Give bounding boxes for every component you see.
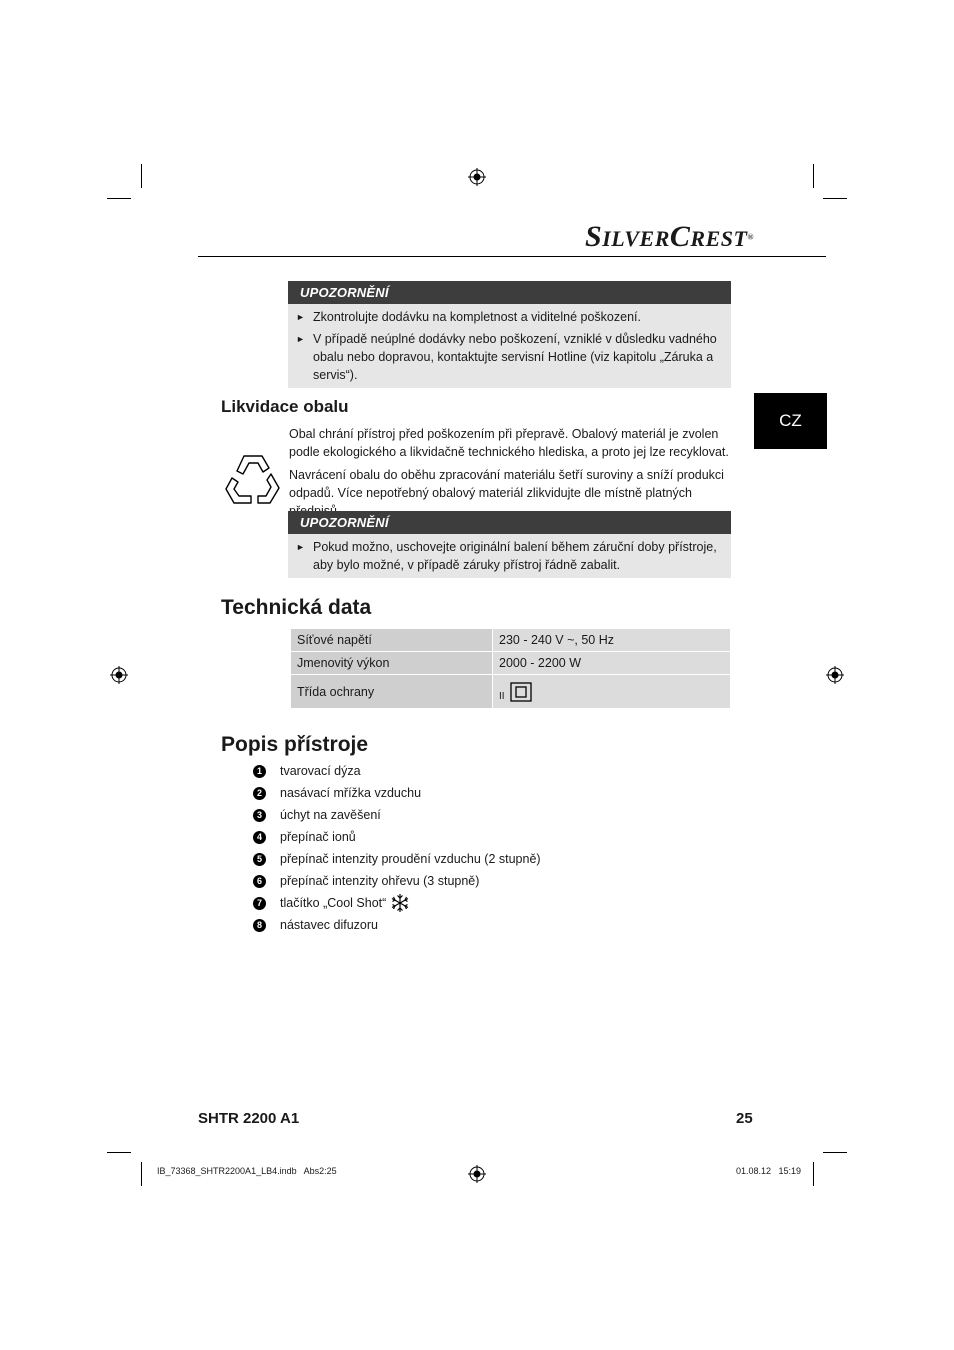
list-item: 6 přepínač intenzity ohřevu (3 stupně)	[253, 870, 541, 892]
registration-mark-icon	[110, 666, 128, 684]
registration-mark-icon	[826, 666, 844, 684]
list-item: 8 nástavec difuzoru	[253, 914, 541, 936]
list-item: 2 nasávací mřížka vzduchu	[253, 782, 541, 804]
list-item: 5 přepínač intenzity proudění vzduchu (2 stupně)	[253, 848, 541, 870]
table-row	[291, 652, 731, 675]
crop-mark	[813, 164, 814, 188]
notice-title: UPOZORNĚNÍ	[288, 281, 731, 304]
paragraph: Obal chrání přístroj před poškozením při přepravě. Obalový materiál je zvolen podle ekologického a likvidačně technického hlediska, a proto jej lze recyklovat.	[289, 427, 729, 459]
table-row	[291, 629, 731, 652]
table-cell-value: II	[493, 675, 731, 709]
section-heading: Technická data	[221, 596, 372, 619]
list-item: 3 úchyt na zavěšení	[253, 804, 541, 826]
spec-table	[290, 628, 731, 709]
registration-mark-icon	[468, 168, 486, 186]
table-row	[291, 675, 731, 709]
section-heading: Popis přístroje	[221, 733, 369, 756]
crop-mark	[813, 1162, 814, 1186]
paragraph: Navrácení obalu do oběhu zpracování materiálu šetří suroviny a sníží produkci odpadů. Více nepotřebný obalový materiál zlikvidujte dle místně platných	[289, 468, 724, 500]
list-item: ► V případě neúplné dodávky nebo poškození, vzniklé v důsledku vadného obalu nebo dopravou, kontaktujte servisní Hotline (viz kapitolu „Záruka a servis“).	[296, 332, 717, 382]
list-item: 4 přepínač ionů	[253, 826, 541, 848]
table-cell-value: 230 - 240 V ~, 50 Hz	[493, 629, 731, 652]
list-item: ► Zkontrolujte dodávku na kompletnost a viditelné poškození.	[296, 310, 641, 324]
notice-box	[288, 281, 731, 388]
language-tab: CZ	[754, 393, 827, 449]
snowflake-icon	[390, 893, 410, 913]
brand-logo: SILVERCREST®	[585, 220, 754, 253]
recycle-icon	[222, 452, 284, 508]
table-cell-key: Třída ochrany	[291, 675, 493, 709]
item-number: 8	[253, 919, 266, 932]
arrow-bullet-icon: ►	[296, 312, 305, 322]
registration-mark-icon	[468, 1165, 486, 1183]
crop-mark	[141, 1162, 142, 1186]
table-cell-key: Síťové napětí	[291, 629, 493, 652]
notice-box	[288, 511, 731, 578]
item-number: 5	[253, 853, 266, 866]
item-number: 3	[253, 809, 266, 822]
crop-mark	[141, 164, 142, 188]
header-rule	[198, 256, 826, 257]
table-cell-key: Jmenovitý výkon	[291, 652, 493, 675]
arrow-bullet-icon: ►	[296, 334, 305, 344]
section-heading: Likvidace obalu	[221, 397, 349, 416]
notice-title: UPOZORNĚNÍ	[288, 511, 731, 534]
arrow-bullet-icon: ►	[296, 542, 305, 552]
list-item: ► Pokud možno, uschovejte originální balení během záruční doby přístroje, aby bylo možné, v případě záruky přístroj řádně zabalit.	[296, 540, 717, 572]
item-number: 4	[253, 831, 266, 844]
crop-mark	[823, 1152, 847, 1153]
item-number: 2	[253, 787, 266, 800]
model-number: SHTR 2200 A1	[198, 1110, 300, 1127]
protection-class-ii-icon	[510, 682, 532, 702]
item-number: 6	[253, 875, 266, 888]
file-slug: IB_73368_SHTR2200A1_LB4.indb Abs2:25	[157, 1166, 337, 1176]
item-number: 7	[253, 897, 266, 910]
table-cell-value: 2000 - 2200 W	[493, 652, 731, 675]
date-slug: 01.08.12 15:19	[736, 1166, 802, 1176]
page-number: 25	[736, 1110, 753, 1127]
list-item: 1 tvarovací dýza	[253, 760, 541, 782]
item-number: 1	[253, 765, 266, 778]
list-item: 7 tlačítko „Cool Shot“	[253, 892, 541, 914]
crop-mark	[107, 1152, 131, 1153]
crop-mark	[107, 198, 131, 199]
parts-list	[253, 760, 541, 936]
crop-mark	[823, 198, 847, 199]
